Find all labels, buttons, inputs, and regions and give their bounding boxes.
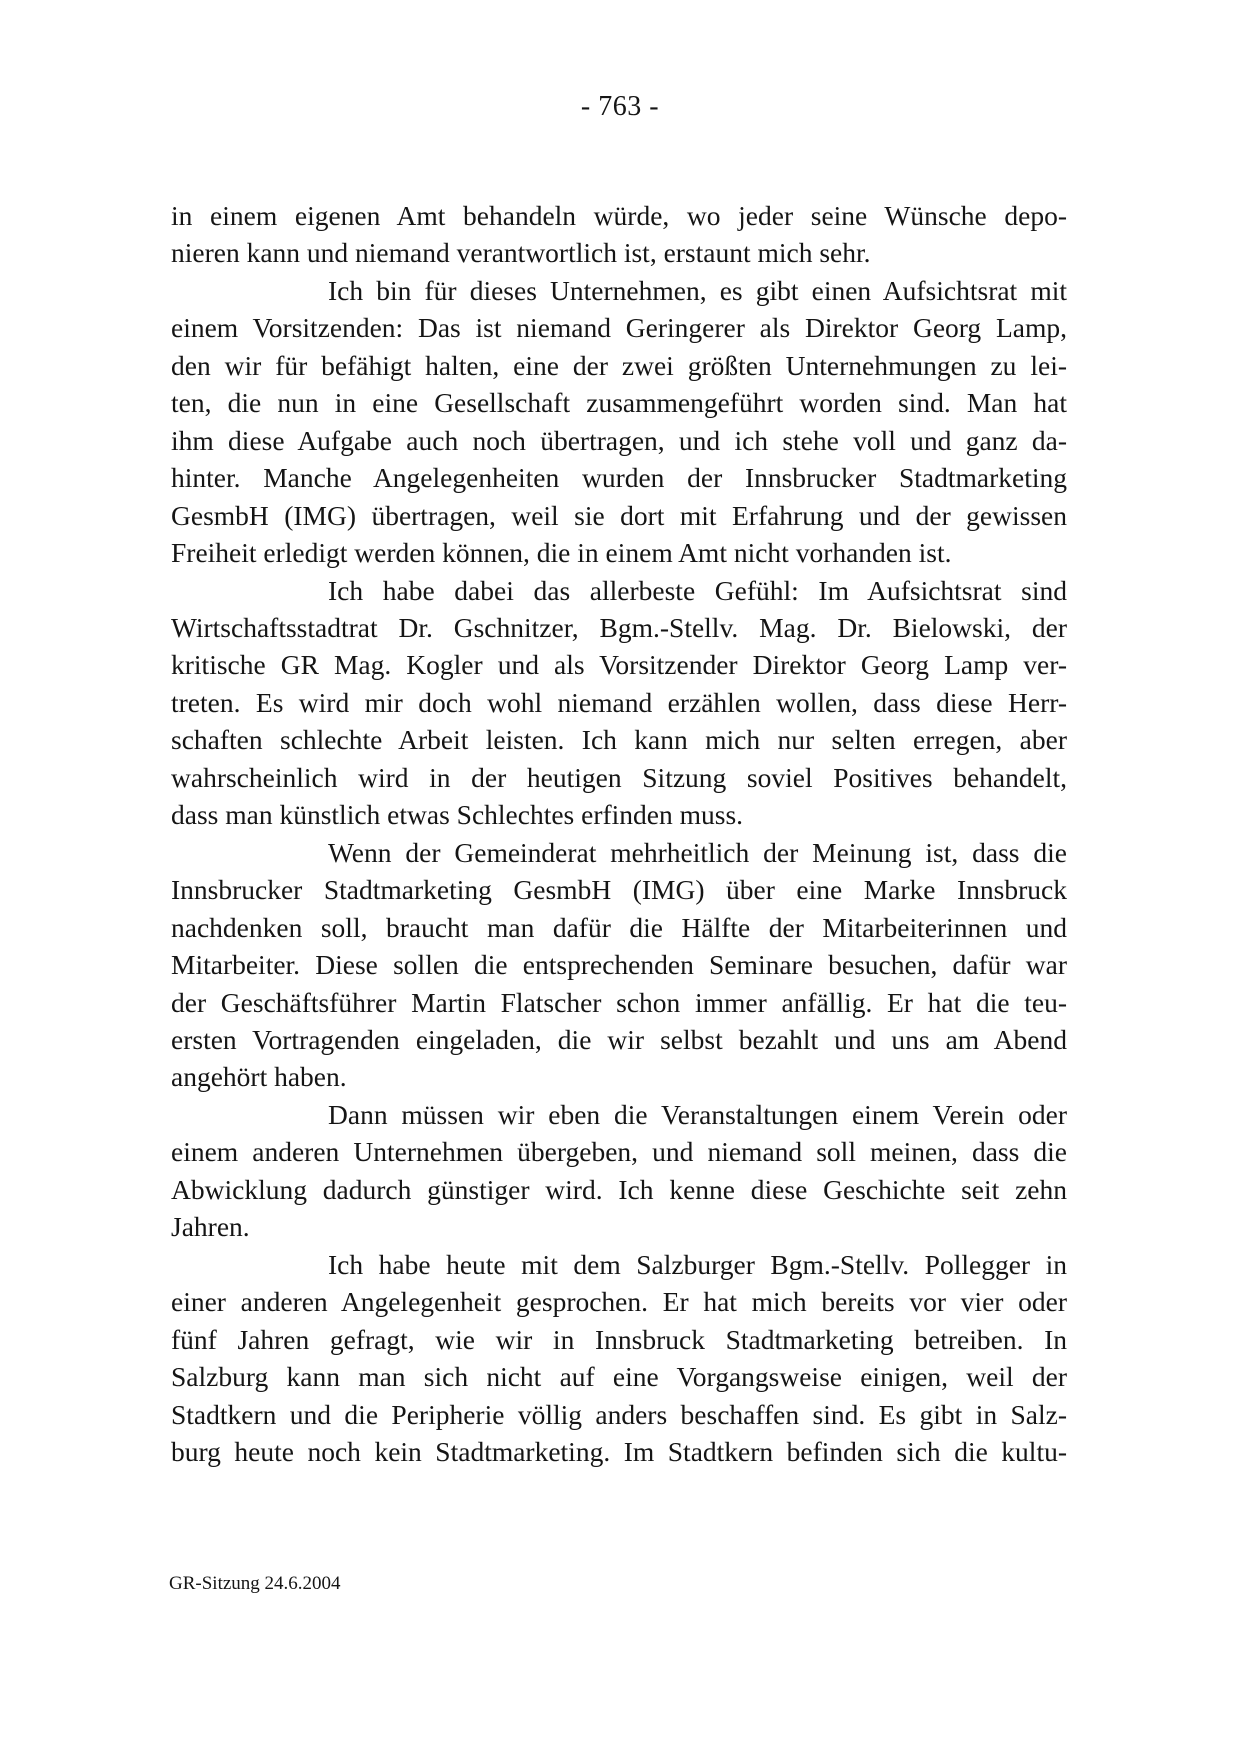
text-line: Dann müssen wir eben die Veranstaltungen einem Verein oder bbox=[328, 1098, 1067, 1130]
text-line: fünf Jahren gefragt, wie wir in Innsbruck Stadtmarketing betreiben. In bbox=[171, 1323, 1067, 1355]
footer-note: GR-Sitzung 24.6.2004 bbox=[169, 1573, 341, 1594]
text-line: ten, die nun in eine Gesellschaft zusammengeführt worden sind. Man hat bbox=[171, 387, 1067, 419]
text-line: Jahren. bbox=[171, 1211, 250, 1243]
text-line: Wenn der Gemeinderat mehrheitlich der Meinung ist, dass die bbox=[328, 836, 1067, 868]
text-line: ersten Vortragenden eingeladen, die wir selbst bezahlt und uns am Abend bbox=[171, 1023, 1067, 1055]
text-line: ihm diese Aufgabe auch noch übertragen, und ich stehe voll und ganz da- bbox=[171, 424, 1067, 456]
text-line: treten. Es wird mir doch wohl niemand erzählen wollen, dass diese Herr- bbox=[171, 686, 1067, 718]
text-line: Ich bin für dieses Unternehmen, es gibt einen Aufsichtsrat mit bbox=[328, 274, 1067, 306]
text-line: einer anderen Angelegenheit gesprochen. Er hat mich bereits vor vier oder bbox=[171, 1286, 1067, 1318]
paragraph bbox=[171, 834, 1067, 1096]
text-line: burg heute noch kein Stadtmarketing. Im Stadtkern befinden sich die kultu- bbox=[171, 1435, 1067, 1467]
document-body bbox=[171, 197, 1067, 1470]
paragraph bbox=[171, 1096, 1067, 1246]
text-line: einem Vorsitzenden: Das ist niemand Geringerer als Direktor Georg Lamp, bbox=[171, 312, 1067, 344]
text-line: wahrscheinlich wird in der heutigen Sitzung soviel Positives behandelt, bbox=[171, 761, 1067, 793]
text-line: Ich habe heute mit dem Salzburger Bgm.-Stellv. Pollegger in bbox=[328, 1248, 1067, 1280]
text-line: Stadtkern und die Peripherie völlig anders beschaffen sind. Es gibt in Salz- bbox=[171, 1398, 1067, 1430]
text-line: Abwicklung dadurch günstiger wird. Ich kenne diese Geschichte seit zehn bbox=[171, 1173, 1067, 1205]
text-line: der Geschäftsführer Martin Flatscher schon immer anfällig. Er hat die teu- bbox=[171, 986, 1067, 1018]
text-line: Ich habe dabei das allerbeste Gefühl: Im Aufsichtsrat sind bbox=[328, 574, 1067, 606]
text-line: hinter. Manche Angelegenheiten wurden der Innsbrucker Stadtmarketing bbox=[171, 462, 1067, 494]
paragraph bbox=[171, 197, 1067, 272]
page-number: - 763 - bbox=[580, 91, 660, 122]
paragraph bbox=[171, 572, 1067, 834]
text-line: schaften schlechte Arbeit leisten. Ich kann mich nur selten erregen, aber bbox=[171, 724, 1067, 756]
text-line: angehört haben. bbox=[171, 1061, 347, 1093]
text-line: Salzburg kann man sich nicht auf eine Vorgangsweise einigen, weil der bbox=[171, 1361, 1067, 1393]
text-line: Freiheit erledigt werden können, die in einem Amt nicht vorhanden ist. bbox=[171, 537, 952, 569]
text-line: Wirtschaftsstadtrat Dr. Gschnitzer, Bgm.-Stellv. Mag. Dr. Bielowski, der bbox=[171, 611, 1067, 643]
text-line: einem anderen Unternehmen übergeben, und niemand soll meinen, dass die bbox=[171, 1136, 1067, 1168]
text-line: den wir für befähigt halten, eine der zwei größten Unternehmungen zu lei- bbox=[171, 349, 1067, 381]
text-line: nieren kann und niemand verantwortlich ist, erstaunt mich sehr. bbox=[171, 237, 871, 269]
text-line: Mitarbeiter. Diese sollen die entsprechenden Seminare besuchen, dafür war bbox=[171, 949, 1067, 981]
paragraph bbox=[171, 272, 1067, 572]
text-line: in einem eigenen Amt behandeln würde, wo jeder seine Wünsche depo- bbox=[171, 200, 1067, 231]
text-line: Innsbrucker Stadtmarketing GesmbH (IMG) über eine Marke Innsbruck bbox=[171, 874, 1067, 906]
text-line: dass man künstlich etwas Schlechtes erfinden muss. bbox=[171, 799, 744, 831]
text-line: GesmbH (IMG) übertragen, weil sie dort mit Erfahrung und der gewissen bbox=[171, 499, 1067, 531]
text-line: kritische GR Mag. Kogler und als Vorsitzender Direktor Georg Lamp ver- bbox=[171, 649, 1067, 681]
text-line: nachdenken soll, braucht man dafür die Hälfte der Mitarbeiterinnen und bbox=[171, 911, 1067, 943]
paragraph bbox=[171, 1246, 1067, 1471]
